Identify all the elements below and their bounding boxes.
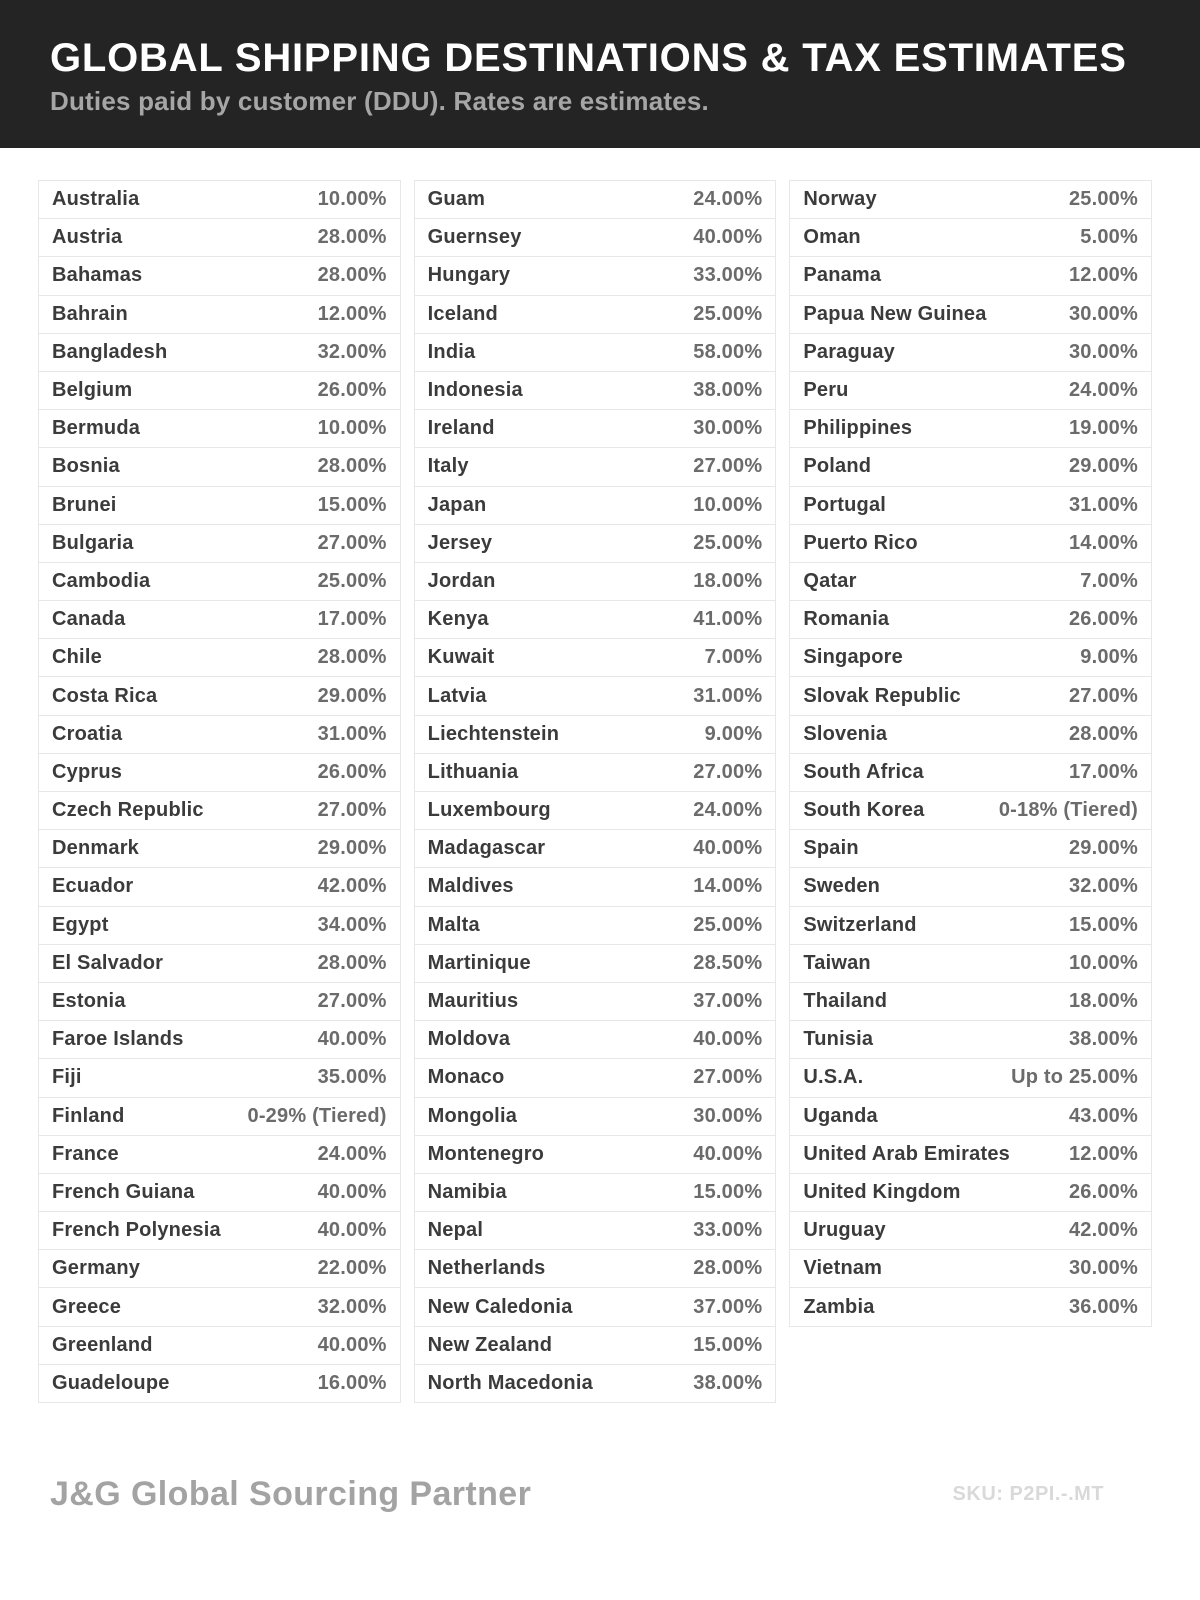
table-row — [790, 1059, 1151, 1097]
tax-rate: 31.00% — [693, 684, 763, 707]
country-name: Bangladesh — [52, 340, 168, 363]
table-row — [790, 487, 1151, 525]
table-row — [39, 1212, 400, 1250]
country-name: Indonesia — [427, 379, 523, 402]
tax-rate: 29.00% — [1068, 455, 1138, 478]
brand-name: J&G Global Sourcing Partner — [50, 1475, 532, 1513]
tax-rate: 25.00% — [1068, 188, 1138, 211]
table-row — [790, 1174, 1151, 1212]
table-row — [790, 983, 1151, 1021]
table-row — [39, 257, 400, 295]
table-row — [790, 219, 1151, 257]
table-row — [39, 1288, 400, 1326]
table-row — [415, 1327, 776, 1365]
country-name: Iceland — [427, 302, 498, 325]
country-name: Brunei — [52, 493, 117, 516]
country-name: Ireland — [427, 417, 495, 440]
page-title: GLOBAL SHIPPING DESTINATIONS & TAX ESTIMATES — [50, 36, 1127, 80]
country-name: Slovenia — [803, 722, 888, 745]
tax-rate: 31.00% — [1068, 493, 1138, 516]
country-name: Papua New Guinea — [803, 302, 987, 325]
country-name: Thailand — [803, 990, 888, 1013]
table-row — [415, 754, 776, 792]
table-row — [790, 1021, 1151, 1059]
country-name: Bahamas — [52, 264, 143, 287]
country-name: Oman — [803, 226, 861, 249]
country-name: Austria — [52, 226, 123, 249]
table-row — [415, 334, 776, 372]
country-name: Switzerland — [803, 913, 917, 936]
tax-rate: 27.00% — [317, 799, 387, 822]
tax-rate: 18.00% — [1068, 990, 1138, 1013]
tax-rate: 9.00% — [1080, 646, 1138, 669]
tax-rate: 24.00% — [693, 799, 763, 822]
country-name: Spain — [803, 837, 859, 860]
tax-rate: 25.00% — [693, 531, 763, 554]
country-name: Nepal — [427, 1219, 484, 1242]
tax-rate: 26.00% — [1068, 1180, 1138, 1203]
country-name: Romania — [803, 608, 890, 631]
table-row — [790, 334, 1151, 372]
tax-rate: 43.00% — [1068, 1104, 1138, 1127]
table-row — [39, 983, 400, 1021]
country-name: Greenland — [52, 1333, 153, 1356]
country-name: French Polynesia — [52, 1219, 221, 1242]
country-name: Italy — [427, 455, 469, 478]
country-name: Hungary — [427, 264, 511, 287]
table-row — [790, 525, 1151, 563]
tax-rate: 33.00% — [693, 1219, 763, 1242]
table-row — [39, 754, 400, 792]
table-row — [39, 907, 400, 945]
table-row — [415, 563, 776, 601]
country-name: Jersey — [427, 531, 493, 554]
country-name: New Zealand — [427, 1333, 553, 1356]
country-name: Montenegro — [427, 1142, 545, 1165]
table-row — [415, 907, 776, 945]
country-name: Kenya — [427, 608, 489, 631]
table-row — [415, 1136, 776, 1174]
tax-rate: 24.00% — [317, 1142, 387, 1165]
tax-rate: 40.00% — [693, 226, 763, 249]
tax-rate: 27.00% — [317, 990, 387, 1013]
tax-rate: 28.00% — [317, 226, 387, 249]
table-row — [790, 907, 1151, 945]
tax-rate: 40.00% — [693, 837, 763, 860]
tax-rate: 18.00% — [693, 569, 763, 592]
country-name: Lithuania — [427, 760, 519, 783]
country-name: Madagascar — [427, 837, 546, 860]
country-name: South Korea — [803, 799, 925, 822]
tax-rate: 15.00% — [693, 1333, 763, 1356]
table-row — [415, 1212, 776, 1250]
tax-rate: 32.00% — [317, 1295, 387, 1318]
tax-rate: 28.00% — [693, 1257, 763, 1280]
tax-rate: 26.00% — [317, 379, 387, 402]
country-name: Slovak Republic — [803, 684, 961, 707]
table-row — [415, 410, 776, 448]
table-row — [415, 372, 776, 410]
tax-rate: 30.00% — [1068, 302, 1138, 325]
table-row — [415, 983, 776, 1021]
table-row — [415, 1288, 776, 1326]
tax-rate: 32.00% — [1068, 875, 1138, 898]
table-row — [39, 410, 400, 448]
table-row — [790, 677, 1151, 715]
country-name: Faroe Islands — [52, 1028, 184, 1051]
country-name: Latvia — [427, 684, 487, 707]
table-row — [790, 601, 1151, 639]
tax-rate: 17.00% — [317, 608, 387, 631]
tax-rate: 30.00% — [1068, 1257, 1138, 1280]
tax-rate: 38.00% — [693, 1371, 763, 1394]
tax-rate: 40.00% — [693, 1142, 763, 1165]
country-name: Martinique — [427, 951, 531, 974]
tax-rate: 35.00% — [317, 1066, 387, 1089]
tax-rate: Up to 25.00% — [1011, 1066, 1138, 1089]
country-name: U.S.A. — [803, 1066, 864, 1089]
table-row — [790, 181, 1151, 219]
tax-rate: 0-18% (Tiered) — [998, 799, 1138, 822]
tax-rate: 25.00% — [693, 913, 763, 936]
tax-rate: 29.00% — [1068, 837, 1138, 860]
tax-rate: 42.00% — [1068, 1219, 1138, 1242]
table-row — [415, 1365, 776, 1403]
tax-rate: 26.00% — [317, 760, 387, 783]
country-name: Zambia — [803, 1295, 875, 1318]
tax-rate: 5.00% — [1080, 226, 1138, 249]
country-name: Paraguay — [803, 340, 895, 363]
page-header — [0, 0, 1200, 148]
tax-rate: 31.00% — [317, 722, 387, 745]
table-row — [415, 639, 776, 677]
rates-column-1 — [38, 180, 401, 1403]
table-row — [39, 448, 400, 486]
country-name: Puerto Rico — [803, 531, 918, 554]
tax-rate: 37.00% — [693, 990, 763, 1013]
tax-rate: 38.00% — [1068, 1028, 1138, 1051]
table-row — [39, 1021, 400, 1059]
tax-rate: 28.00% — [317, 951, 387, 974]
table-row — [790, 1250, 1151, 1288]
table-row — [415, 257, 776, 295]
tax-rate: 38.00% — [693, 379, 763, 402]
shipping-rates-table — [38, 180, 1152, 1403]
country-name: Estonia — [52, 990, 126, 1013]
table-row — [415, 1021, 776, 1059]
table-row — [39, 639, 400, 677]
country-name: Guernsey — [427, 226, 522, 249]
table-row — [39, 868, 400, 906]
country-name: Germany — [52, 1257, 141, 1280]
table-row — [415, 181, 776, 219]
table-row — [39, 563, 400, 601]
country-name: Namibia — [427, 1180, 507, 1203]
table-row — [790, 716, 1151, 754]
tax-rate: 28.50% — [693, 951, 763, 974]
tax-rate: 25.00% — [317, 569, 387, 592]
table-row — [39, 1098, 400, 1136]
country-name: Czech Republic — [52, 799, 204, 822]
table-row — [790, 563, 1151, 601]
table-row — [415, 1250, 776, 1288]
table-row — [790, 945, 1151, 983]
tax-rate: 32.00% — [317, 340, 387, 363]
table-row — [415, 1059, 776, 1097]
tax-rate: 41.00% — [693, 608, 763, 631]
table-row — [790, 448, 1151, 486]
country-name: Philippines — [803, 417, 913, 440]
table-row — [790, 792, 1151, 830]
tax-rate: 7.00% — [704, 646, 763, 669]
country-name: Uruguay — [803, 1219, 886, 1242]
tax-rate: 27.00% — [693, 455, 763, 478]
tax-rate: 27.00% — [1068, 684, 1138, 707]
country-name: Malta — [427, 913, 480, 936]
country-name: Bahrain — [52, 302, 128, 325]
country-name: North Macedonia — [427, 1371, 593, 1394]
table-row — [39, 792, 400, 830]
table-row — [790, 257, 1151, 295]
table-row — [415, 1098, 776, 1136]
country-name: Japan — [427, 493, 487, 516]
country-name: Guam — [427, 188, 486, 211]
country-name: Bermuda — [52, 417, 141, 440]
tax-rate: 10.00% — [317, 417, 387, 440]
table-row — [790, 410, 1151, 448]
table-row — [790, 1288, 1151, 1326]
table-row — [415, 601, 776, 639]
country-name: Bosnia — [52, 455, 120, 478]
table-row — [39, 334, 400, 372]
country-name: Bulgaria — [52, 531, 134, 554]
tax-rate: 24.00% — [693, 188, 763, 211]
table-row — [790, 1212, 1151, 1250]
rates-column-3 — [789, 180, 1152, 1327]
country-name: Poland — [803, 455, 872, 478]
country-name: Luxembourg — [427, 799, 551, 822]
table-row — [39, 296, 400, 334]
table-row — [39, 487, 400, 525]
tax-rate: 40.00% — [317, 1333, 387, 1356]
table-row — [415, 525, 776, 563]
table-row — [39, 830, 400, 868]
table-row — [39, 1059, 400, 1097]
tax-rate: 58.00% — [693, 340, 763, 363]
tax-rate: 40.00% — [317, 1028, 387, 1051]
country-name: New Caledonia — [427, 1295, 573, 1318]
country-name: Jordan — [427, 569, 496, 592]
country-name: Egypt — [52, 913, 109, 936]
table-row — [39, 1327, 400, 1365]
table-row — [415, 677, 776, 715]
tax-rate: 7.00% — [1080, 569, 1138, 592]
country-name: Mongolia — [427, 1104, 518, 1127]
tax-rate: 19.00% — [1068, 417, 1138, 440]
page-footer — [0, 1475, 1200, 1514]
country-name: Tunisia — [803, 1028, 874, 1051]
table-row — [39, 677, 400, 715]
country-name: Greece — [52, 1295, 122, 1318]
tax-rate: 10.00% — [317, 188, 387, 211]
tax-rate: 14.00% — [693, 875, 763, 898]
table-row — [415, 716, 776, 754]
tax-rate: 30.00% — [693, 417, 763, 440]
tax-rate: 15.00% — [317, 493, 387, 516]
country-name: Monaco — [427, 1066, 505, 1089]
table-row — [790, 830, 1151, 868]
table-row — [39, 1365, 400, 1403]
table-row — [790, 868, 1151, 906]
country-name: India — [427, 340, 476, 363]
tax-rate: 27.00% — [693, 1066, 763, 1089]
table-row — [39, 181, 400, 219]
tax-rate: 40.00% — [317, 1180, 387, 1203]
country-name: Canada — [52, 608, 126, 631]
country-name: El Salvador — [52, 951, 164, 974]
tax-rate: 0-29% (Tiered) — [247, 1104, 387, 1127]
tax-rate: 42.00% — [317, 875, 387, 898]
tax-rate: 15.00% — [693, 1180, 763, 1203]
tax-rate: 30.00% — [1068, 340, 1138, 363]
country-name: United Kingdom — [803, 1180, 961, 1203]
page-subtitle: Duties paid by customer (DDU). Rates are estimates. — [50, 86, 709, 116]
tax-rate: 12.00% — [1068, 1142, 1138, 1165]
table-row — [415, 487, 776, 525]
country-name: Croatia — [52, 722, 123, 745]
table-row — [790, 639, 1151, 677]
table-row — [415, 868, 776, 906]
tax-rate: 12.00% — [1068, 264, 1138, 287]
country-name: Uganda — [803, 1104, 878, 1127]
country-name: French Guiana — [52, 1180, 195, 1203]
table-row — [790, 1098, 1151, 1136]
tax-rate: 28.00% — [1068, 722, 1138, 745]
country-name: Guadeloupe — [52, 1371, 170, 1394]
country-name: Cyprus — [52, 760, 123, 783]
country-name: Portugal — [803, 493, 887, 516]
country-name: Kuwait — [427, 646, 495, 669]
table-row — [415, 792, 776, 830]
country-name: Finland — [52, 1104, 125, 1127]
country-name: Netherlands — [427, 1257, 546, 1280]
table-row — [39, 1250, 400, 1288]
country-name: Costa Rica — [52, 684, 158, 707]
country-name: Ecuador — [52, 875, 134, 898]
table-row — [415, 448, 776, 486]
table-row — [415, 296, 776, 334]
table-row — [39, 1174, 400, 1212]
tax-rate: 17.00% — [1068, 760, 1138, 783]
table-row — [39, 1136, 400, 1174]
table-row — [39, 601, 400, 639]
table-row — [39, 945, 400, 983]
country-name: Norway — [803, 188, 877, 211]
tax-rate: 34.00% — [317, 913, 387, 936]
tax-rate: 14.00% — [1068, 531, 1138, 554]
country-name: Australia — [52, 188, 140, 211]
tax-rate: 28.00% — [317, 264, 387, 287]
tax-rate: 25.00% — [693, 302, 763, 325]
country-name: Cambodia — [52, 569, 151, 592]
tax-rate: 29.00% — [317, 837, 387, 860]
country-name: Mauritius — [427, 990, 519, 1013]
table-row — [790, 296, 1151, 334]
country-name: United Arab Emirates — [803, 1142, 1010, 1165]
table-row — [790, 754, 1151, 792]
table-row — [415, 219, 776, 257]
tax-rate: 24.00% — [1068, 379, 1138, 402]
tax-rate: 33.00% — [693, 264, 763, 287]
table-row — [415, 945, 776, 983]
tax-rate: 28.00% — [317, 646, 387, 669]
country-name: South Africa — [803, 760, 924, 783]
country-name: Peru — [803, 379, 849, 402]
tax-rate: 26.00% — [1068, 608, 1138, 631]
country-name: Qatar — [803, 569, 857, 592]
tax-rate: 16.00% — [317, 1371, 387, 1394]
table-row — [415, 1174, 776, 1212]
country-name: Moldova — [427, 1028, 511, 1051]
tax-rate: 27.00% — [693, 760, 763, 783]
tax-rate: 30.00% — [693, 1104, 763, 1127]
country-name: Denmark — [52, 837, 139, 860]
tax-rate: 40.00% — [317, 1219, 387, 1242]
table-row — [415, 830, 776, 868]
tax-rate: 29.00% — [317, 684, 387, 707]
country-name: Vietnam — [803, 1257, 883, 1280]
table-row — [790, 372, 1151, 410]
tax-rate: 12.00% — [317, 302, 387, 325]
tax-rate: 36.00% — [1068, 1295, 1138, 1318]
table-row — [39, 219, 400, 257]
sku-label: SKU: P2PI.-.MT — [952, 1483, 1104, 1505]
tax-rate: 37.00% — [693, 1295, 763, 1318]
tax-rate: 9.00% — [704, 722, 763, 745]
country-name: Fiji — [52, 1066, 82, 1089]
country-name: Sweden — [803, 875, 881, 898]
table-row — [39, 372, 400, 410]
tax-rate: 28.00% — [317, 455, 387, 478]
country-name: Taiwan — [803, 951, 871, 974]
table-row — [39, 525, 400, 563]
country-name: Panama — [803, 264, 882, 287]
tax-rate: 22.00% — [317, 1257, 387, 1280]
tax-rate: 10.00% — [693, 493, 763, 516]
tax-rate: 10.00% — [1068, 951, 1138, 974]
country-name: Belgium — [52, 379, 133, 402]
country-name: Liechtenstein — [427, 722, 560, 745]
rates-column-2 — [414, 180, 777, 1403]
tax-rate: 40.00% — [693, 1028, 763, 1051]
tax-rate: 27.00% — [317, 531, 387, 554]
country-name: Maldives — [427, 875, 514, 898]
country-name: France — [52, 1142, 119, 1165]
tax-rate: 15.00% — [1068, 913, 1138, 936]
country-name: Chile — [52, 646, 102, 669]
table-row — [790, 1136, 1151, 1174]
table-row — [39, 716, 400, 754]
country-name: Singapore — [803, 646, 903, 669]
